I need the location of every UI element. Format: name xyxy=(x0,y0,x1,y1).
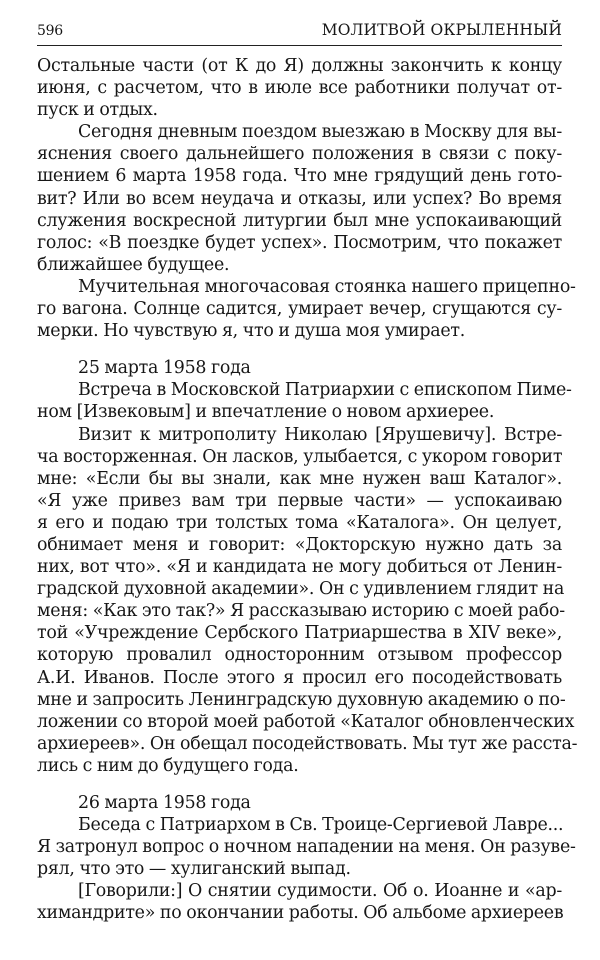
text-line: Остальные части (от К до Я) должны закончить к концу xyxy=(37,56,562,76)
text-line: я его и подаю три толстых тома «Каталога». Он целует, xyxy=(37,512,562,533)
diary-entry xyxy=(37,357,578,777)
text-line: ном [Извековым] и впечатление о новом архиерее. xyxy=(37,402,495,423)
paragraph xyxy=(37,379,572,423)
entry-date: 26 марта 1958 года xyxy=(78,793,251,813)
text-line: вит? Или во всем неудача и отказы, или успех? Во время xyxy=(37,188,562,209)
text-line: «Я уже привез вам три первые части» — успокаиваю xyxy=(37,490,562,511)
text-line: той «Учреждение Сербского Патриаршества в XIV веке», xyxy=(37,623,562,644)
text-line: лись с ним до будущего года. xyxy=(37,755,299,776)
text-line: ложении со второй моей работой «Каталог обновленческих xyxy=(37,711,575,732)
paragraph xyxy=(37,814,576,880)
paragraph xyxy=(37,880,562,924)
text-line: пуск и отдых. xyxy=(37,100,158,121)
book-title: МОЛИТВОЙ ОКРЫЛЕННЫЙ xyxy=(321,21,562,39)
text-line: яснения своего дальнейшего положения в связи с поку- xyxy=(37,144,562,165)
text-line: меня: «Как это так?» Я рассказываю историю с моей рабо- xyxy=(37,601,565,622)
text-line: градской духовной академии». Он с удивлением глядит на xyxy=(37,579,565,600)
text-line: шением 6 марта 1958 года. Что мне грядущий день гото- xyxy=(37,166,562,187)
section-gap xyxy=(37,777,562,792)
paragraph xyxy=(37,276,576,342)
text-line: рял, что это — хулиганский выпад. xyxy=(37,859,351,880)
text-line: го вагона. Солнце садится, умирает вечер, сгущаются су- xyxy=(37,299,562,320)
text-line: июня, с расчетом, что в июле все работники получат от- xyxy=(37,78,562,99)
page-number: 596 xyxy=(37,23,63,39)
entry-continuation xyxy=(37,55,576,342)
entry-date: 25 марта 1958 года xyxy=(78,358,251,379)
body-text xyxy=(37,55,578,925)
text-line: которую провалил односторонним отзывом профессор xyxy=(37,645,562,666)
text-line: голос: «В поездке будет успех». Посмотрим, что покажет xyxy=(37,232,562,253)
text-line: служения воскресной литургии был мне успокаивающий xyxy=(37,210,562,231)
text-line: Беседа с Патриархом в Св. Троице-Сергиевой Лавре... xyxy=(78,815,564,836)
text-line: Визит к митрополиту Николаю [Ярушевичу]. Встре- xyxy=(78,424,562,445)
text-line: обнимает меня и говорит: «Докторскую нужно дать за xyxy=(37,534,562,555)
text-line: мерки. Но чувствую я, что и душа моя умирает. xyxy=(37,321,466,342)
text-line: ближайшее будущее. xyxy=(37,254,230,275)
paragraph xyxy=(37,424,578,778)
text-line: Встреча в Московской Патриархии с епископом Пиме- xyxy=(78,380,572,401)
paragraph xyxy=(37,121,562,276)
text-line: ча восторженная. Он ласков, улыбается, с укором говорит xyxy=(37,446,563,467)
paragraph xyxy=(37,55,562,121)
text-line: мне: «Если бы вы знали, как мне нужен ваш Каталог». xyxy=(37,468,562,489)
text-line: Сегодня дневным поездом выезжаю в Москву для вы- xyxy=(78,122,562,143)
text-line: химандрите» по окончании работы. Об альбоме архиереев xyxy=(37,903,564,924)
text-line: архиереев». Он обещал посодействовать. Мы тут же расста- xyxy=(37,733,578,754)
text-line: [Говорили:] О снятии судимости. Об о. Иоанне и «ар- xyxy=(78,881,562,902)
section-gap xyxy=(37,342,562,357)
header-rule xyxy=(37,45,562,46)
text-line: них, вот что». «Я и кандидата не могу добиться от Ленин- xyxy=(37,557,562,578)
running-head xyxy=(37,19,562,45)
text-line: Я затронул вопрос о ночном нападении на меня. Он разуве- xyxy=(37,837,576,858)
diary-entry xyxy=(37,792,576,925)
text-line: А.И. Иванов. После этого я просил его посодействовать xyxy=(37,667,562,688)
text-line: Мучительная многочасовая стоянка нашего прицепно- xyxy=(78,276,576,297)
text-line: мне и запросить Ленинградскую духовную академию о по- xyxy=(37,689,566,710)
